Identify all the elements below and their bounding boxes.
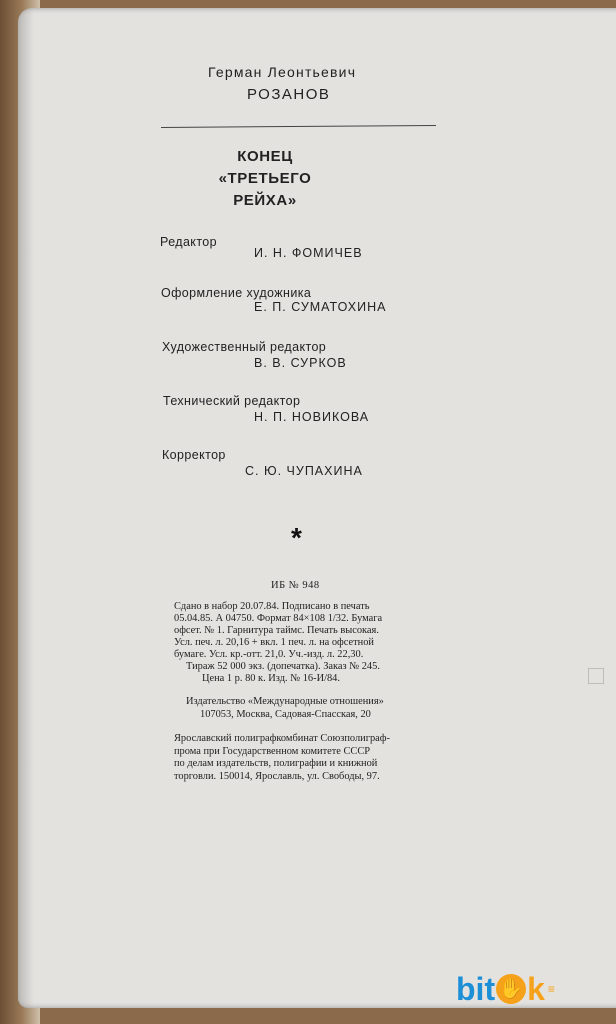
imprint-line: Цена 1 р. 80 к. Изд. № 16-И/84. bbox=[202, 673, 340, 684]
imprint-line: офсет. № 1. Гарнитура таймс. Печать высокая. bbox=[174, 625, 379, 636]
author-name: Герман Леонтьевич bbox=[208, 64, 357, 80]
credit-role-proofreader: Корректор bbox=[162, 448, 226, 462]
credit-role-editor: Редактор bbox=[160, 235, 218, 249]
watermark-stripes-icon: ≡ bbox=[547, 982, 555, 996]
credit-role-art-editor: Художественный редактор bbox=[162, 340, 327, 354]
title-line-1: КОНЕЦ bbox=[237, 148, 293, 165]
watermark-text-k: k bbox=[527, 970, 545, 1007]
publisher-block bbox=[186, 696, 446, 721]
book-title bbox=[150, 146, 380, 212]
page-gutter-shadow bbox=[18, 8, 34, 1008]
credit-person-proofreader: С. Ю. ЧУПАХИНА bbox=[245, 464, 363, 478]
imprint-line: Усл. печ. л. 20,16 + вкл. 1 печ. л. на офсетной bbox=[174, 637, 374, 648]
imprint-line: Сдано в набор 20.07.84. Подписано в печать bbox=[174, 601, 370, 612]
page-edge-mark bbox=[588, 668, 604, 684]
imprint-block bbox=[174, 601, 444, 685]
title-line-2: «ТРЕТЬЕГО bbox=[218, 170, 312, 187]
printer-block bbox=[174, 733, 444, 783]
imprint-line: Тираж 52 000 экз. (допечатка). Заказ № 245. bbox=[186, 661, 380, 672]
credit-role-designer: Оформление художника bbox=[161, 286, 312, 300]
credit-person-editor: И. Н. ФОМИЧЕВ bbox=[254, 246, 363, 260]
printer-line: по делам издательств, полиграфии и книжной bbox=[174, 758, 378, 769]
author-surname: РОЗАНОВ bbox=[247, 86, 331, 103]
imprint-line: бумаге. Усл. кр.-отт. 21,0. Уч.-изд. л. 22,30. bbox=[174, 649, 364, 660]
publisher-address: 107053, Москва, Садовая-Спасская, 20 bbox=[200, 708, 371, 720]
imprint-line: 05.04.85. А 04750. Формат 84×108 1/32. Бумага bbox=[174, 613, 383, 624]
ornament-asterisk: * bbox=[291, 522, 302, 553]
printer-line: торговли. 150014, Ярославль, ул. Свободы, 97. bbox=[174, 770, 380, 782]
credit-person-designer: Е. П. СУМАТОХИНА bbox=[254, 300, 387, 314]
title-line-3: РЕЙХА» bbox=[233, 192, 297, 209]
credit-role-tech-editor: Технический редактор bbox=[163, 394, 301, 408]
credit-person-tech-editor: Н. П. НОВИКОВА bbox=[254, 410, 370, 424]
watermark-text-bit: bit bbox=[456, 970, 496, 1007]
printer-line: Ярославский полиграфкомбинат Союзполиграф- bbox=[174, 733, 390, 744]
printer-line: прома при Государственном комитете СССР bbox=[174, 745, 371, 757]
credit-person-art-editor: В. В. СУРКОВ bbox=[254, 356, 347, 370]
publisher-name: Издательство «Международные отношения» bbox=[186, 696, 384, 707]
watermark-hand-icon: ✋ bbox=[496, 974, 526, 1004]
watermark-logo bbox=[456, 968, 555, 1010]
ib-number: ИБ № 948 bbox=[271, 580, 320, 591]
